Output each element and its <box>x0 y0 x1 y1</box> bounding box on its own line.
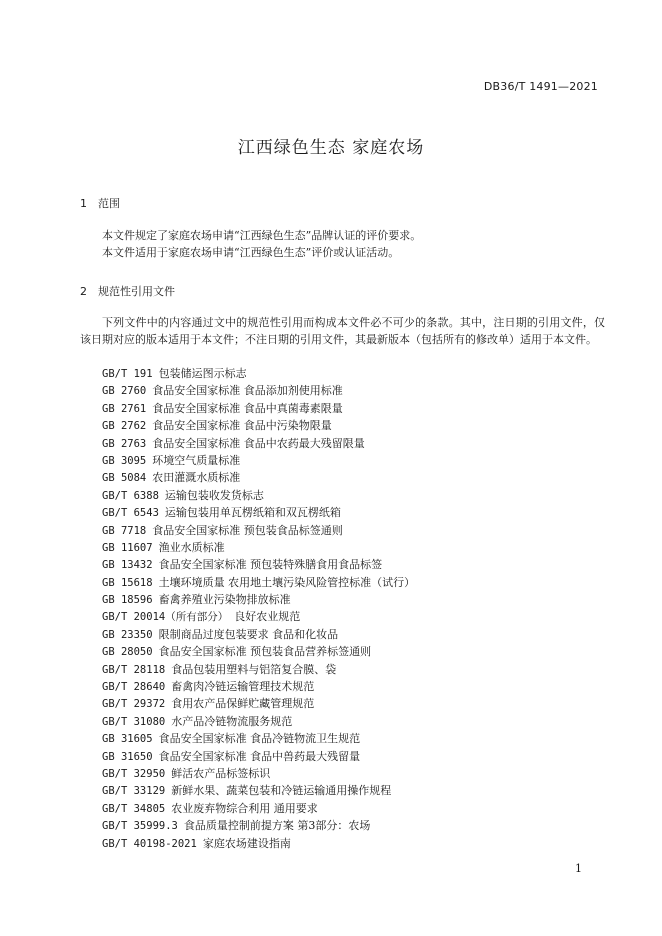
reference-item <box>102 591 415 608</box>
reference-code: GB/T 34805 <box>102 802 166 815</box>
reference-item <box>102 435 415 452</box>
reference-code: GB 3095 <box>102 454 147 467</box>
reference-code: GB 13432 <box>102 559 153 572</box>
section-2-intro: 下列文件中的内容通过文中的规范性引用而构成本文件必不可少的条款。其中，注日期的引用文件，仅该日期对应的版本适用于本文件；不注日期的引用文件，其最新版本（包括所有的修改单）适用于本文件。 <box>80 316 605 346</box>
reference-item <box>102 400 415 417</box>
reference-item <box>102 817 415 834</box>
reference-title: 环境空气质量标准 <box>152 453 241 467</box>
reference-code: GB/T 20014（所有部分） <box>102 611 229 624</box>
reference-code: GB 2760 <box>102 385 147 398</box>
reference-code: GB 5084 <box>102 472 147 485</box>
reference-list <box>102 365 415 852</box>
section-1-heading <box>80 195 120 211</box>
reference-code: GB/T 33129 <box>102 785 166 798</box>
reference-code: GB/T 31080 <box>102 715 166 728</box>
reference-item <box>102 782 415 799</box>
reference-code: GB 15618 <box>102 576 153 589</box>
reference-title: 农田灌溉水质标准 <box>152 471 241 485</box>
reference-title: 畜禽养殖业污染物排放标准 <box>158 593 291 607</box>
reference-code: GB/T 28640 <box>102 681 166 694</box>
reference-title: 食品安全国家标准 食品中农药最大残留限量 <box>152 436 365 450</box>
section-1-paragraph-1: 本文件规定了家庭农场申请“江西绿色生态”品牌认证的评价要求。 <box>102 229 422 242</box>
reference-title: 鲜活农产品标签标识 <box>171 766 271 780</box>
reference-code: GB/T 35999.3 <box>102 820 178 833</box>
reference-title: 食品安全国家标准 食品中污染物限量 <box>152 419 332 433</box>
reference-code: GB/T 40198-2021 <box>102 837 197 850</box>
reference-code: GB/T 191 <box>102 368 153 380</box>
reference-title: 新鲜水果、蔬菜包装和冷链运输通用操作规程 <box>171 784 392 798</box>
reference-code: GB/T 28118 <box>102 663 166 676</box>
reference-title: 水产品冷链物流服务规范 <box>171 714 293 728</box>
reference-code: GB/T 6388 <box>102 489 159 502</box>
reference-code: GB/T 6543 <box>102 507 159 520</box>
reference-code: GB/T 29372 <box>102 698 166 711</box>
reference-code: GB 2761 <box>102 402 147 415</box>
reference-item <box>102 539 415 556</box>
reference-item <box>102 661 415 678</box>
section-2-heading <box>80 283 175 299</box>
reference-title: 运输包装收发货标志 <box>164 488 264 502</box>
reference-item <box>102 626 415 643</box>
reference-title: 包装储运图示标志 <box>158 367 247 380</box>
reference-title: 食品质量控制前提方案 第3部分：农场 <box>183 819 371 833</box>
reference-item <box>102 365 415 382</box>
reference-item <box>102 382 415 399</box>
reference-code: GB 31650 <box>102 750 153 763</box>
reference-title: 食品安全国家标准 预包装食品营养标签通则 <box>158 645 372 659</box>
reference-title: 食品安全国家标准 预包装特殊膳食用食品标签 <box>158 558 383 572</box>
reference-code: GB 31605 <box>102 733 153 746</box>
reference-title: 良好农业规范 <box>234 610 301 624</box>
reference-title: 渔业水质标准 <box>158 540 225 554</box>
reference-code: GB 18596 <box>102 594 153 607</box>
reference-title: 运输包装用单瓦楞纸箱和双瓦楞纸箱 <box>164 506 341 520</box>
reference-title: 农业废弃物综合利用 通用要求 <box>171 801 318 815</box>
reference-title: 食品安全国家标准 预包装食品标签通则 <box>152 523 343 537</box>
reference-item <box>102 522 415 539</box>
reference-item <box>102 713 415 730</box>
section-2-title: 规范性引用文件 <box>98 285 175 298</box>
reference-item <box>102 417 415 434</box>
page-number: 1 <box>575 862 582 875</box>
reference-code: GB 23350 <box>102 628 153 641</box>
reference-item <box>102 730 415 747</box>
reference-title: 食用农产品保鲜贮藏管理规范 <box>171 697 315 711</box>
reference-item <box>102 608 415 625</box>
page-title: 江西绿色生态 家庭农场 <box>237 138 425 158</box>
reference-item <box>102 469 415 486</box>
reference-title: 食品安全国家标准 食品添加剂使用标准 <box>152 384 343 398</box>
section-1-paragraph-2: 本文件适用于家庭农场申请“江西绿色生态”评价或认证活动。 <box>102 246 400 259</box>
reference-code: GB 2763 <box>102 437 147 450</box>
section-1-number: 1 <box>80 197 87 210</box>
reference-title: 食品安全国家标准 食品中兽药最大残留量 <box>158 749 361 763</box>
section-2-number: 2 <box>80 285 87 298</box>
reference-item <box>102 487 415 504</box>
reference-code: GB 11607 <box>102 541 153 554</box>
reference-item <box>102 748 415 765</box>
reference-item <box>102 800 415 817</box>
reference-title: 食品包装用塑料与铝箔复合膜、袋 <box>171 662 337 676</box>
reference-item <box>102 678 415 695</box>
reference-item <box>102 556 415 573</box>
reference-item <box>102 765 415 782</box>
reference-code: GB 28050 <box>102 646 153 659</box>
reference-item <box>102 643 415 660</box>
reference-item <box>102 504 415 521</box>
reference-code: GB 2762 <box>102 420 147 433</box>
reference-item <box>102 452 415 469</box>
reference-title: 食品安全国家标准 食品冷链物流卫生规范 <box>158 732 361 746</box>
section-1-title: 范围 <box>98 197 120 210</box>
reference-code: GB 7718 <box>102 524 147 537</box>
reference-item <box>102 574 415 591</box>
reference-title: 土壤环境质量 农用地土壤污染风险管控标准（试行） <box>158 575 416 589</box>
reference-item <box>102 835 415 852</box>
reference-title: 家庭农场建设指南 <box>202 836 291 850</box>
document-code: DB36/T 1491—2021 <box>483 80 598 93</box>
reference-title: 畜禽肉冷链运输管理技术规范 <box>171 680 315 694</box>
reference-title: 食品安全国家标准 食品中真菌毒素限量 <box>152 401 343 415</box>
reference-title: 限制商品过度包装要求 食品和化妆品 <box>158 627 339 641</box>
reference-item <box>102 695 415 712</box>
reference-code: GB/T 32950 <box>102 767 166 780</box>
